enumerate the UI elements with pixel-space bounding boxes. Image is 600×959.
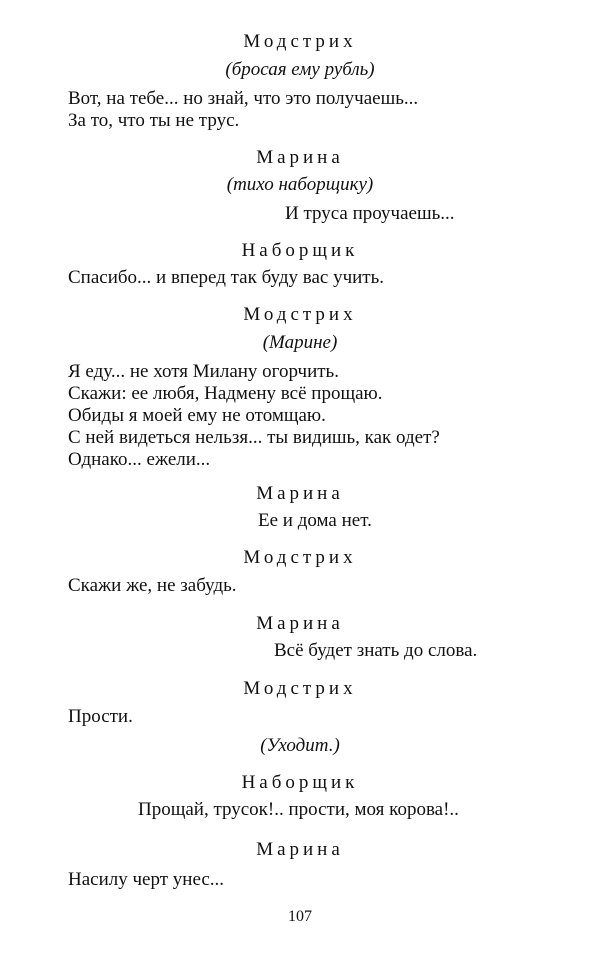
speaker-name: Модстрих: [243, 31, 357, 52]
verse-line: И труса проучаешь...: [285, 203, 455, 224]
verse-line: За то, что ты не трус.: [68, 110, 240, 131]
verse-line: Вот, на тебе... но знай, что это получаешь...: [68, 88, 419, 109]
verse-line: Прощай, трусок!.. прости, моя корова!..: [138, 799, 459, 820]
verse-line: Скажи: ее любя, Надмену всё прощаю.: [68, 383, 383, 404]
verse-line: Насилу черт унес...: [68, 869, 225, 890]
speaker-name: Модстрих: [243, 678, 357, 699]
stage-direction: (тихо наборщику): [226, 174, 374, 195]
speaker-name: Марина: [256, 613, 344, 634]
speaker-name: Марина: [256, 839, 344, 860]
speaker-name: Наборщик: [241, 772, 359, 793]
page-number: 107: [288, 908, 312, 925]
speaker-name: Марина: [256, 483, 344, 504]
verse-line: Прости.: [68, 706, 133, 727]
verse-line: Спасибо... и вперед так буду вас учить.: [68, 267, 385, 288]
verse-line: Я еду... не хотя Милану огорчить.: [68, 361, 339, 382]
verse-line: Скажи же, не забудь.: [68, 575, 237, 596]
verse-line: Ее и дома нет.: [258, 510, 372, 531]
stage-direction: (бросая ему рубль): [225, 59, 375, 80]
speaker-name: Марина: [256, 147, 344, 168]
verse-line: Однако... ежели...: [68, 449, 211, 470]
speaker-name: Модстрих: [243, 304, 357, 325]
stage-direction: (Марине): [262, 332, 338, 353]
stage-direction: (Уходит.): [260, 735, 340, 756]
verse-line: Всё будет знать до слова.: [274, 640, 478, 661]
verse-line: С ней видеться нельзя... ты видишь, как одет?: [68, 427, 440, 448]
speaker-name: Наборщик: [241, 240, 359, 261]
verse-line: Обиды я моей ему не отомщаю.: [68, 405, 326, 426]
speaker-name: Модстрих: [243, 547, 357, 568]
